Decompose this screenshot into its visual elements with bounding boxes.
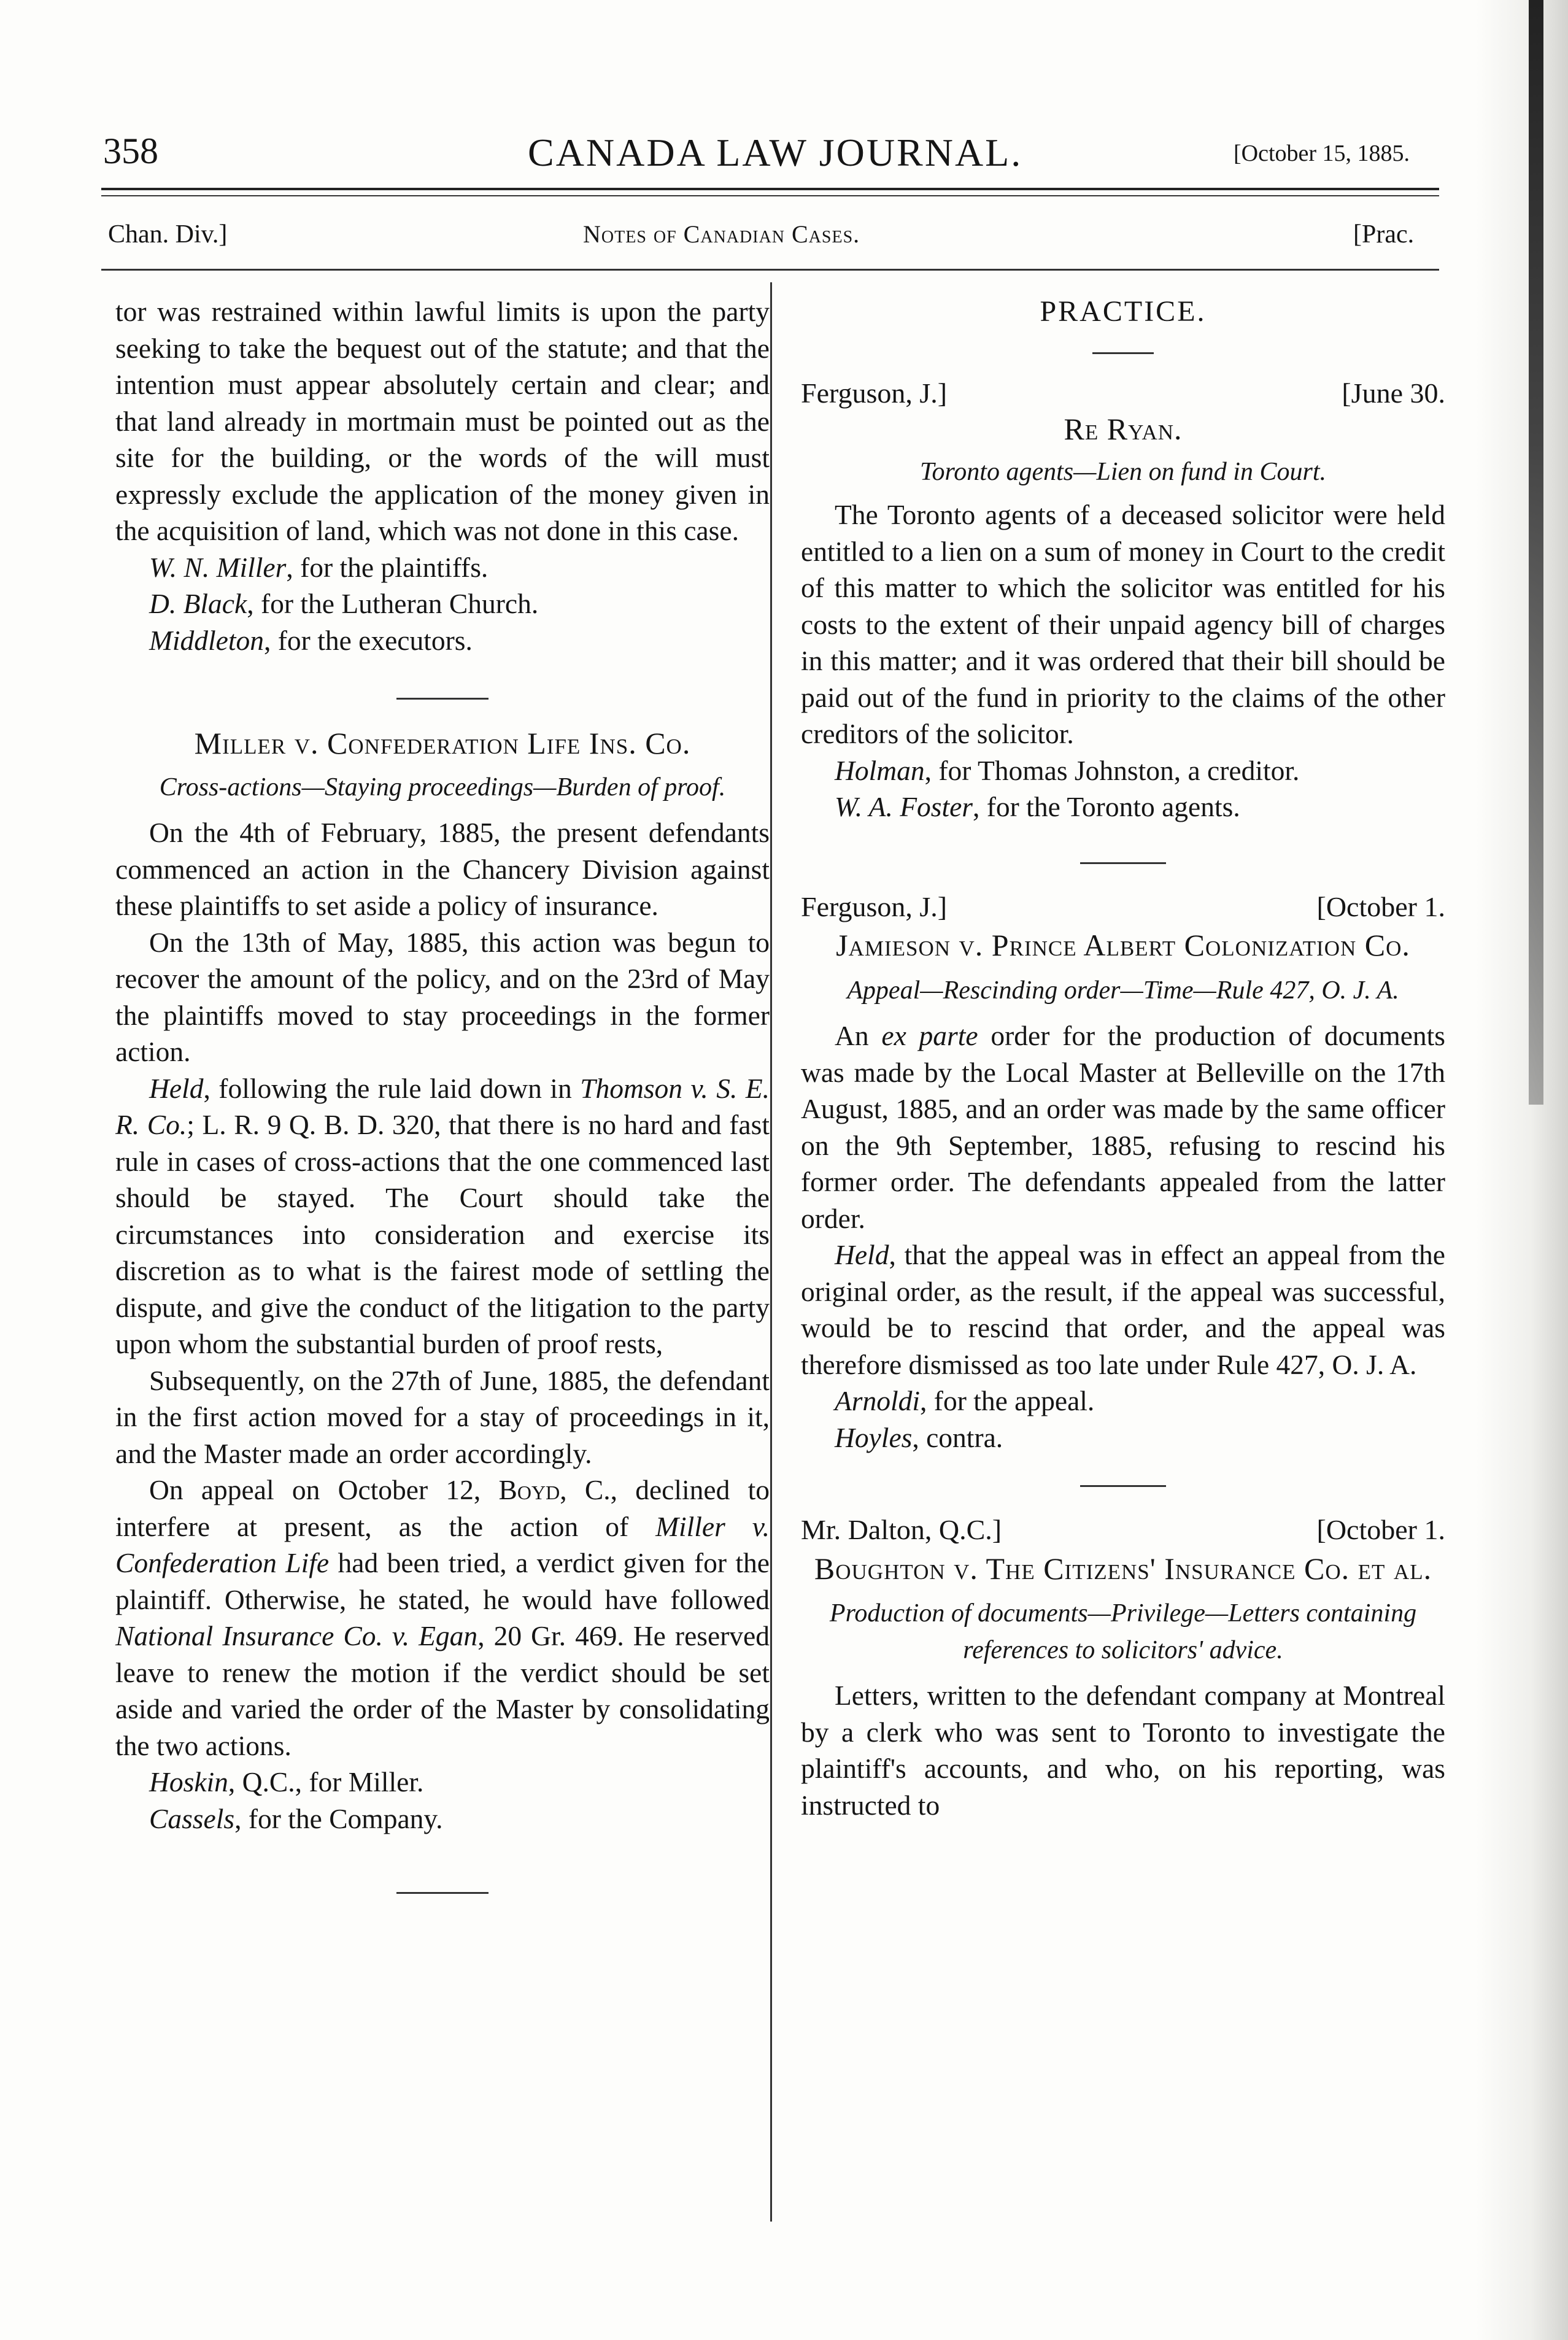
counsel-role: , contra.: [912, 1421, 1003, 1453]
counsel-role: , for Thomas Johnston, a creditor.: [924, 754, 1300, 786]
counsel-role: , for the plaintiffs.: [286, 551, 489, 583]
counsel-line: [801, 789, 1445, 825]
header-rule-thin: [101, 195, 1439, 196]
case-title: Miller v. Confederation Life Ins. Co.: [194, 726, 691, 760]
counsel-line: [115, 1801, 770, 1837]
counsel-name: Arnoldi: [835, 1385, 921, 1416]
text-run: , 20 Gr. 469. He reserved leave to renew the motion if the verdict should be set aside and varied the order of the Master by consolidating the two actions.: [115, 1620, 770, 1761]
division-left: Chan. Div.]: [108, 220, 228, 249]
catchwords-text: Toronto agents—Lien on fund in Court.: [920, 457, 1326, 486]
case-title: Boughton v. The Citizens' Insurance Co. et al.: [814, 1551, 1432, 1586]
counsel-name: Holman: [835, 754, 925, 786]
case-header: [801, 375, 1445, 412]
decision-date: [October 1.: [1316, 1514, 1445, 1545]
continued-paragraph: tor was restrained within lawful limits is upon the party seeking to take the bequest out of the statute; and that the intention must appear absolutely certain and clear; and that land already in mortmain must be pointed out as the site for the building, or the words of the will must expressly exclude the application of the money given in the acquisition of land, which was not done in this case.: [115, 296, 770, 546]
case-catchwords: [801, 973, 1445, 1010]
case-separator: [396, 1892, 489, 1894]
case-paragraph: On the 4th of February, 1885, the present defendants commenced an action in the Chancery Division against these plaintiffs to set aside a policy of insurance.: [115, 817, 770, 921]
case-header: [801, 1512, 1445, 1548]
case-paragraph: [115, 1472, 770, 1764]
section-heading: Notes of Canadian Cases.: [583, 220, 860, 248]
counsel-name: Hoyles: [835, 1421, 913, 1453]
issue-date: [October 15, 1885.: [1234, 141, 1410, 166]
text-run: , that the appeal was in effect an appeal from the original order, as the result, if the appeal was successful, would be to rescind that order, and the appeal was therefore dismissed as too late under Rule 427, O. J. A.: [801, 1239, 1445, 1380]
case-paragraph: Letters, written to the defendant company at Montreal by a clerk who was sent to Toronto to investigate the plaintiff's accounts, and who, on his reporting, was instructed to: [801, 1680, 1445, 1821]
case-paragraph: On the 13th of May, 1885, this action was begun to recover the amount of the policy, and on the 23rd of May the plaintiffs moved to stay proceedings in the former action.: [115, 926, 770, 1067]
division-right: [Prac.: [1353, 220, 1415, 249]
counsel-line: [115, 1764, 770, 1801]
judge: Ferguson, J.]: [801, 890, 948, 922]
judge: Mr. Dalton, Q.C.]: [801, 1514, 1002, 1545]
case-paragraph: The Toronto agents of a deceased solicitor were held entitled to a lien on a sum of money in Court to the credit of this matter to which the solicitor was entitled for his costs to the extent of their unpaid agency bill of charges in this matter; and it was ordered that their bill should be paid out of the fund in priority to the claims of the other creditors of the solicitor.: [801, 499, 1445, 749]
case-paragraph: [801, 1237, 1445, 1383]
held-word: Held: [835, 1239, 889, 1270]
text-run: , following the rule laid down in: [203, 1072, 581, 1104]
column-divider: [770, 282, 772, 2222]
counsel-name: D. Black: [149, 588, 247, 619]
case-citation: Thomson v. S. E. R. Co.: [115, 1072, 770, 1140]
case-paragraph: [801, 1017, 1445, 1237]
counsel-name: Middleton: [149, 624, 265, 656]
counsel-name: Cassels: [149, 1802, 235, 1834]
journal-title: CANADA LAW JOURNAL.: [528, 131, 1023, 174]
counsel-role: , for the executors.: [264, 624, 473, 656]
case-citation: Miller v. Confederation Life: [115, 1510, 770, 1578]
counsel-line: [115, 549, 770, 586]
page-number: 358: [103, 131, 158, 171]
text-run: An: [835, 1020, 882, 1051]
counsel-line: [115, 622, 770, 659]
text-run: , C., declined to interfere at present, as the action of: [115, 1474, 770, 1542]
counsel-line: [801, 1419, 1445, 1456]
counsel-role: , Q.C., for Miller.: [228, 1766, 424, 1797]
latin-term: ex parte: [881, 1020, 978, 1051]
counsel-role: , for the Lutheran Church.: [247, 588, 539, 619]
case-paragraph: [115, 1070, 770, 1362]
case-paragraph: Subsequently, on the 27th of June, 1885, the defendant in the first action moved for a stay of proceedings in it, and the Master made an order accordingly.: [115, 1364, 770, 1469]
binding-edge: [1529, 0, 1543, 1105]
case-catchwords: [115, 770, 770, 806]
subheader-rule: [101, 269, 1439, 271]
case-title: Re Ryan.: [1064, 412, 1183, 446]
catchwords-text: Appeal—Rescinding order—Time—Rule 427, O. J. A.: [847, 976, 1399, 1005]
text-run: ; L. R. 9 Q. B. D. 320, that there is no hard and fast rule in cases of cross-actions that the one commenced last should be stayed. The Court should take the circumstances into consideration and exercise its discretion as to what is the fairest mode of settling the dispute, and give the conduct of the litigation to the party upon whom the substantial burden of proof rests,: [115, 1109, 770, 1359]
case-title: Jamieson v. Prince Albert Colonization Co.: [836, 928, 1410, 962]
text-run: had been tried, a verdict given for the plaintiff. Otherwise, he stated, he would have followed: [115, 1547, 770, 1615]
practice-heading: PRACTICE.: [1040, 295, 1207, 328]
case-catchwords: [801, 1596, 1445, 1669]
catchwords-text: Production of documents—Privilege—Letters containing references to solicitors' advice.: [829, 1599, 1417, 1664]
judge-name: Boyd: [498, 1474, 560, 1505]
counsel-name: W. N. Miller: [149, 551, 287, 583]
counsel-name: Hoskin: [149, 1766, 228, 1797]
decision-date: [June 30.: [1342, 377, 1445, 409]
counsel-role: , for the appeal.: [920, 1385, 1095, 1416]
catchwords-text: Cross-actions—Staying proceedings—Burden of proof.: [159, 773, 726, 801]
decision-date: [October 1.: [1316, 890, 1445, 922]
counsel-line: [801, 752, 1445, 789]
counsel-name: W. A. Foster: [835, 791, 973, 822]
counsel-role: , for the Company.: [234, 1802, 443, 1834]
header-rule-thick: [101, 188, 1439, 190]
counsel-role: , for the Toronto agents.: [973, 791, 1240, 822]
text-run: order for the production of documents was made by the Local Master at Belleville on the 17th August, 1885, and an order was made by the same officer on the 9th September, 1885, refusing to rescind his former order. The defendants appealed from the latter order.: [801, 1020, 1445, 1234]
held-word: Held: [149, 1072, 204, 1104]
judge: Ferguson, J.]: [801, 377, 948, 409]
case-catchwords: [801, 454, 1445, 491]
case-citation: National Insurance Co. v. Egan: [115, 1620, 478, 1651]
case-header: [801, 889, 1445, 925]
text-run: On appeal on October 12,: [149, 1474, 499, 1505]
left-column: [115, 293, 770, 1894]
page-edge-shadow: [1476, 0, 1568, 2340]
right-column: [801, 293, 1445, 1823]
counsel-line: [115, 585, 770, 622]
counsel-line: [801, 1383, 1445, 1419]
